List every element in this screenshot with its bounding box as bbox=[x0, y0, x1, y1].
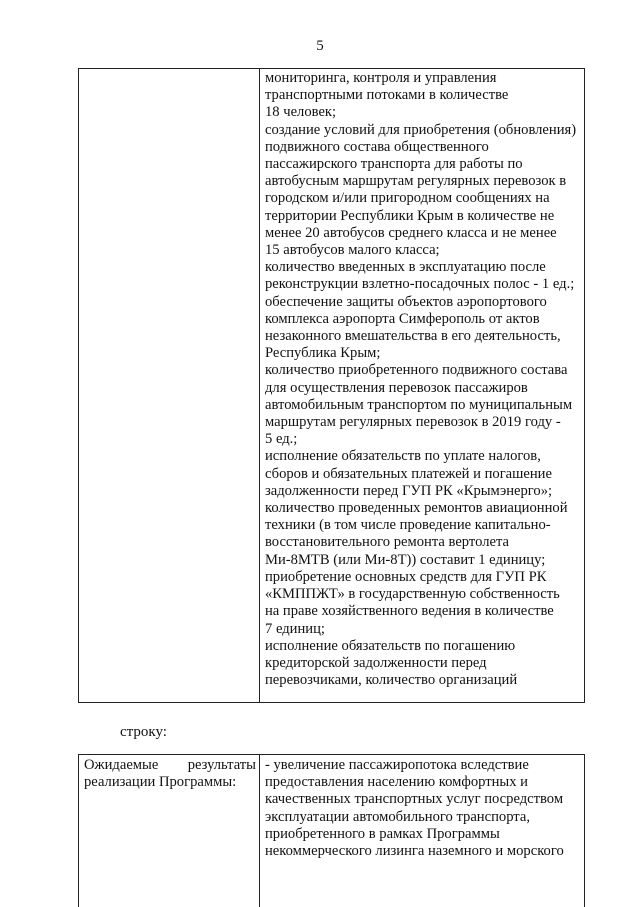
table-text-line: обеспечение защиты объектов аэропортового bbox=[265, 294, 581, 311]
table-text-line: - увеличение пассажиропотока вследствие bbox=[265, 757, 581, 774]
table-text-line: мониторинга, контроля и управления bbox=[265, 70, 581, 87]
table-text-line: Ми-8МТВ (или Ми-8Т)) составит 1 единицу; bbox=[265, 552, 581, 569]
label-line-2: реализации Программы: bbox=[84, 774, 256, 791]
table-text-line: 15 автобусов малого класса; bbox=[265, 242, 581, 259]
label-word: Ожидаемые bbox=[84, 757, 158, 774]
table-text-line: сборов и обязательных платежей и погашение bbox=[265, 466, 581, 483]
table-text-line: восстановительного ремонта вертолета bbox=[265, 534, 581, 551]
expected-results-table bbox=[78, 754, 585, 907]
expected-results-label-cell bbox=[79, 755, 260, 907]
table-text-line: комплекса аэропорта Симферополь от актов bbox=[265, 311, 581, 328]
table-text-line: пассажирского транспорта для работы по bbox=[265, 156, 581, 173]
table-text-line: городском и/или пригородном сообщениях на bbox=[265, 190, 581, 207]
table-text-line: предоставления населению комфортных и bbox=[265, 774, 581, 791]
table-text-line: территории Республики Крым в количестве не bbox=[265, 208, 581, 225]
table-text-line: «КМППЖТ» в государственную собственность bbox=[265, 586, 581, 603]
table-text-line: некоммерческого лизинга наземного и морского bbox=[265, 843, 581, 860]
table-text-line: исполнение обязательств по погашению bbox=[265, 638, 581, 655]
expected-results-text-cell bbox=[260, 755, 585, 907]
table-text-line: 5 ед.; bbox=[265, 431, 581, 448]
table-text-line: приобретение основных средств для ГУП РК bbox=[265, 569, 581, 586]
label-line-1 bbox=[84, 757, 256, 774]
table-text-line: на праве хозяйственного ведения в количестве bbox=[265, 603, 581, 620]
table-text-line: исполнение обязательств по уплате налогов, bbox=[265, 448, 581, 465]
table-right-cell bbox=[260, 69, 585, 703]
table-text-line: задолженности перед ГУП РК «Крымэнерго»; bbox=[265, 483, 581, 500]
table-text-line: создание условий для приобретения (обновления) bbox=[265, 122, 581, 139]
table-text-line: кредиторской задолженности перед bbox=[265, 655, 581, 672]
table-text-line: транспортными потоками в количестве bbox=[265, 87, 581, 104]
page-number: 5 bbox=[0, 38, 640, 55]
table-text-line: незаконного вмешательства в его деятельность, bbox=[265, 328, 581, 345]
table-left-cell-empty bbox=[79, 69, 260, 703]
table-text-line: автомобильным транспортом по муниципальным bbox=[265, 397, 581, 414]
table-text-line: для осуществления перевозок пассажиров bbox=[265, 380, 581, 397]
table-text-line: приобретенного в рамках Программы bbox=[265, 826, 581, 843]
label-word: результаты bbox=[188, 757, 256, 774]
table-text-line: эксплуатации автомобильного транспорта, bbox=[265, 809, 581, 826]
table-text-line: менее 20 автобусов среднего класса и не менее bbox=[265, 225, 581, 242]
table-text-line: 7 единиц; bbox=[265, 621, 581, 638]
results-table-continuation bbox=[78, 68, 585, 703]
table-text-line: перевозчиками, количество организаций bbox=[265, 672, 581, 689]
table-text-line: реконструкции взлетно-посадочных полос - 1 ед.; bbox=[265, 276, 581, 293]
table-text-line: Республика Крым; bbox=[265, 345, 581, 362]
between-text: строку: bbox=[120, 724, 167, 741]
table-text-line: автобусным маршрутам регулярных перевозок в bbox=[265, 173, 581, 190]
table-text-line: качественных транспортных услуг посредством bbox=[265, 791, 581, 808]
table-text-line: маршрутам регулярных перевозок в 2019 году - bbox=[265, 414, 581, 431]
table-text-line: количество приобретенного подвижного состава bbox=[265, 362, 581, 379]
table-text-line: 18 человек; bbox=[265, 104, 581, 121]
table-text-line: количество введенных в эксплуатацию после bbox=[265, 259, 581, 276]
table-text-line: подвижного состава общественного bbox=[265, 139, 581, 156]
table-text-line: количество проведенных ремонтов авиационной bbox=[265, 500, 581, 517]
table-text-line: техники (в том числе проведение капитально- bbox=[265, 517, 581, 534]
